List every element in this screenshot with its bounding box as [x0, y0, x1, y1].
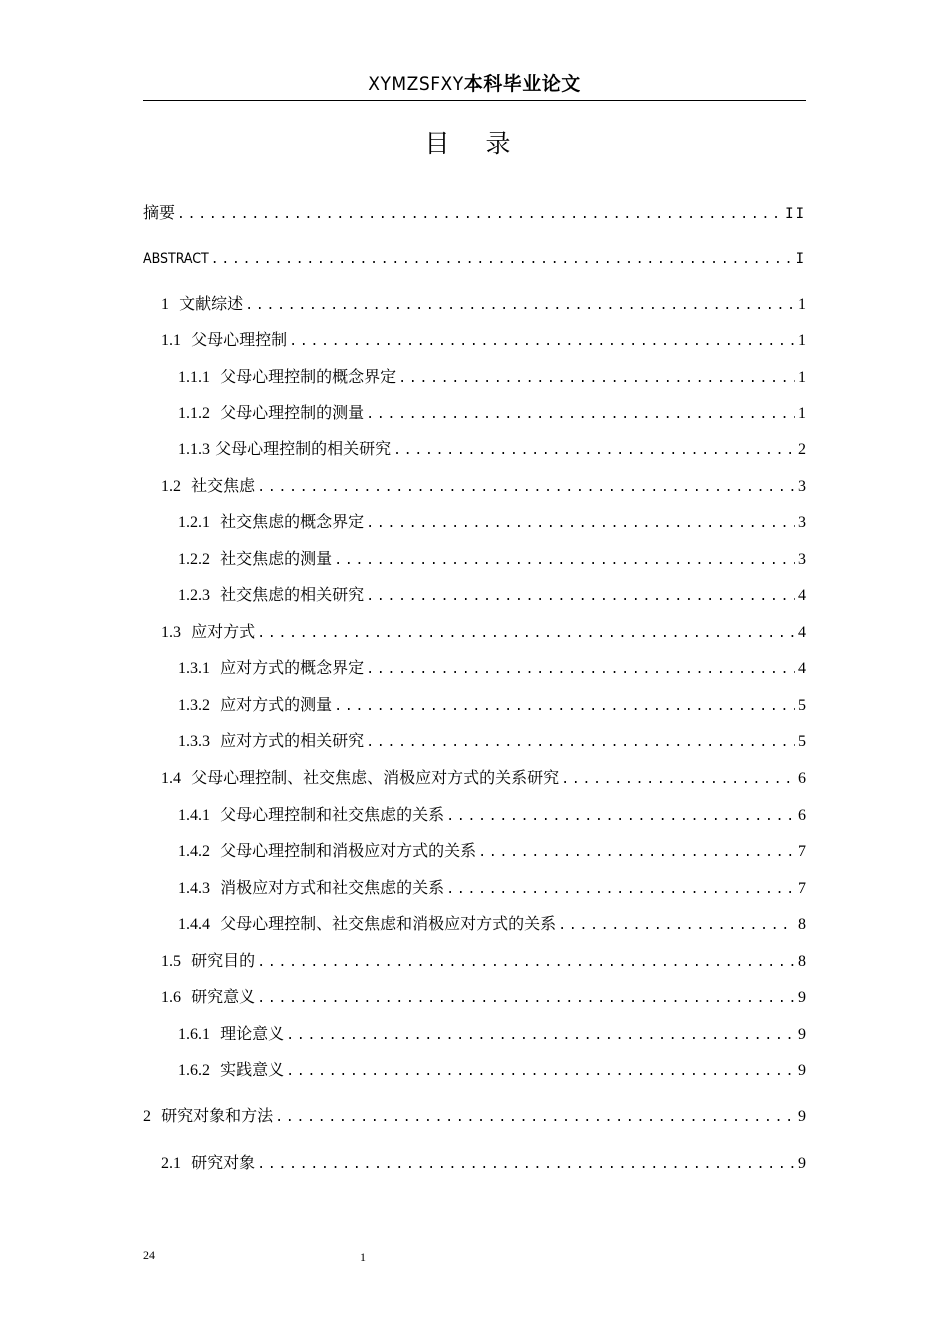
toc-entry-text: 父母心理控制	[191, 330, 288, 349]
toc-entry-page: 5	[798, 697, 806, 714]
toc-entry[interactable]	[143, 292, 806, 316]
footer-left-number: 24	[143, 1248, 155, 1262]
toc-dot-leader	[257, 987, 795, 1011]
toc-entry-page: 5	[798, 733, 806, 750]
toc-entry-label	[161, 328, 287, 353]
toc-entry-text: 消极应对方式和社交焦虑的关系	[220, 878, 445, 897]
toc-dot-leader	[393, 439, 795, 463]
toc-dot-leader	[366, 731, 795, 755]
toc-entry[interactable]	[143, 401, 806, 425]
toc-entry-label	[178, 1058, 284, 1083]
toc-entry-label	[161, 620, 255, 645]
toc-entry-text: 应对方式	[191, 622, 256, 641]
toc-entry-page: 9	[798, 1026, 806, 1043]
toc-entry-number: 1.5	[161, 953, 181, 970]
toc-entry-number: 1.3	[161, 624, 181, 641]
footer-page-number: 1	[360, 1250, 366, 1264]
toc-entry-label	[178, 693, 332, 718]
toc-entry[interactable]	[143, 839, 806, 863]
toc-entry[interactable]	[143, 1058, 806, 1082]
toc-entry-page: 8	[798, 916, 806, 933]
header-title	[368, 73, 580, 95]
toc-dot-leader	[275, 1106, 795, 1130]
toc-dot-leader	[286, 1060, 795, 1084]
toc-entry-label	[178, 583, 364, 608]
toc-entry[interactable]	[143, 620, 806, 644]
toc-entry-number: 1.1	[161, 332, 181, 349]
toc-entry[interactable]	[143, 246, 806, 270]
toc-entry-page: 9	[798, 1155, 806, 1172]
toc-entry-text: 父母心理控制和消极应对方式的关系	[220, 841, 477, 860]
toc-entry-number: 1.6.2	[178, 1062, 210, 1079]
toc-entry[interactable]	[143, 876, 806, 900]
toc-entry-number: 1.6.1	[178, 1026, 210, 1043]
toc-entry-page: 8	[798, 953, 806, 970]
toc-entry-page: 4	[798, 624, 806, 641]
toc-entry-page: 1	[798, 369, 806, 386]
toc-entry-label	[178, 547, 332, 572]
toc-entry[interactable]	[143, 729, 806, 753]
toc-dot-leader	[334, 695, 795, 719]
toc-dot-leader	[478, 841, 795, 865]
toc-entry[interactable]	[143, 766, 806, 790]
toc-entry-label	[178, 365, 396, 390]
toc-entry-label	[178, 839, 476, 864]
toc-entry-label	[178, 729, 364, 754]
toc-entry-text: 研究意义	[191, 987, 256, 1006]
toc-entry-label	[178, 510, 364, 535]
toc-entry-page: 4	[798, 660, 806, 677]
toc-entry-text: 父母心理控制、社交焦虑、消极应对方式的关系研究	[191, 768, 560, 787]
toc-entry[interactable]	[143, 547, 806, 571]
toc-entry-text: 父母心理控制的测量	[220, 403, 365, 422]
toc-entry-label	[143, 201, 175, 225]
toc-entry-label	[178, 1022, 284, 1047]
toc-entry-label	[178, 437, 391, 462]
toc-entry-page: II	[785, 206, 806, 222]
toc-dot-leader	[257, 951, 795, 975]
toc-dot-leader	[257, 1153, 795, 1177]
toc-entry-number: 1.3.2	[178, 697, 210, 714]
toc-entry[interactable]	[143, 656, 806, 680]
toc-entry-text: ABSTRACT	[143, 251, 209, 267]
toc-dot-leader	[334, 549, 795, 573]
toc-entry-text: 社交焦虑的概念界定	[220, 512, 365, 531]
toc-dot-leader	[398, 367, 795, 391]
toc-entry-page: 3	[798, 478, 806, 495]
toc-entry-text: 研究对象	[191, 1153, 256, 1172]
toc-dot-leader	[558, 914, 795, 938]
toc-dot-leader	[446, 878, 795, 902]
toc-entry-number: 2	[143, 1108, 151, 1125]
toc-entry[interactable]	[143, 1151, 806, 1175]
toc-entry-text: 父母心理控制、社交焦虑和消极应对方式的关系	[220, 914, 557, 933]
toc-dot-leader	[257, 622, 795, 646]
toc-dot-leader	[561, 768, 795, 792]
toc-entry-page: 6	[798, 770, 806, 787]
toc-entry-number: 1.2.1	[178, 514, 210, 531]
toc-entry-text: 父母心理控制的概念界定	[220, 367, 397, 386]
toc-entry-page: I	[795, 251, 806, 267]
toc-entry-page: 9	[798, 1062, 806, 1079]
toc-entry-number: 1.2	[161, 478, 181, 495]
toc-entry-label	[178, 656, 364, 681]
toc-dot-leader	[177, 203, 782, 227]
toc-entry[interactable]	[143, 583, 806, 607]
toc-entry[interactable]	[143, 985, 806, 1009]
toc-dot-leader	[211, 248, 793, 272]
toc-dot-leader	[366, 658, 795, 682]
toc-entry-page: 9	[798, 989, 806, 1006]
toc-entry-number: 1.1.2	[178, 405, 210, 422]
toc-entry[interactable]	[143, 474, 806, 498]
toc-entry-number: 1.3.1	[178, 660, 210, 677]
toc-entry-number: 1.4.4	[178, 916, 210, 933]
page-header	[143, 70, 806, 101]
toc-entry-page: 3	[798, 551, 806, 568]
toc-entry-label	[178, 876, 444, 901]
toc-dot-leader	[366, 512, 795, 536]
toc-entry[interactable]	[143, 510, 806, 534]
toc-entry[interactable]	[143, 328, 806, 352]
toc-entry[interactable]	[143, 365, 806, 389]
toc-entry-text: 父母心理控制和社交焦虑的关系	[220, 805, 445, 824]
toc-entry[interactable]	[143, 693, 806, 717]
toc-entry[interactable]	[143, 1022, 806, 1046]
toc-entry-number: 1.1.1	[178, 369, 210, 386]
toc-dot-leader	[245, 294, 795, 318]
toc-entry-number: 1.1.3	[178, 441, 210, 458]
toc-entry-number: 1.4.1	[178, 807, 210, 824]
toc-entry-text: 实践意义	[220, 1060, 285, 1079]
toc-entry-page: 9	[798, 1108, 806, 1125]
toc-entry-label	[161, 985, 255, 1010]
toc-entry-label	[143, 1104, 273, 1129]
toc-entry-text: 应对方式的概念界定	[220, 658, 365, 677]
toc-entry-page: 3	[798, 514, 806, 531]
toc-entry-text: 应对方式的相关研究	[220, 731, 365, 750]
toc-entry-text: 社交焦虑	[191, 476, 256, 495]
toc-title: 目 录	[424, 129, 525, 158]
toc-dot-leader	[366, 585, 795, 609]
toc-entry-page: 6	[798, 807, 806, 824]
toc-entry-number: 1.3.3	[178, 733, 210, 750]
toc-entry-label	[161, 474, 255, 499]
toc-entry-number: 1.2.2	[178, 551, 210, 568]
toc-entry-label	[161, 1151, 255, 1176]
toc-entry-text: 文献综述	[179, 294, 244, 313]
toc-entry-label	[178, 401, 364, 426]
toc-entry-label	[161, 292, 243, 317]
toc-entry-label	[178, 912, 556, 937]
toc-entry[interactable]	[143, 201, 806, 225]
toc-entry-text: 摘要	[143, 203, 176, 222]
toc-entry-label	[178, 803, 444, 828]
toc-entry[interactable]	[143, 912, 806, 936]
toc-entry-label	[161, 949, 255, 974]
toc-entry-page: 7	[798, 880, 806, 897]
header-title-cn: 本科毕业论文	[463, 73, 581, 95]
toc-entry-text: 父母心理控制的相关研究	[215, 439, 392, 458]
toc-entry-page: 2	[798, 441, 806, 458]
toc-entry[interactable]	[143, 949, 806, 973]
toc-entry-text: 社交焦虑的相关研究	[220, 585, 365, 604]
toc-entry-label	[161, 766, 559, 791]
toc-entry-page: 7	[798, 843, 806, 860]
toc-entry-number: 1.4	[161, 770, 181, 787]
toc-entry[interactable]	[143, 437, 806, 461]
toc-entry-number: 2.1	[161, 1155, 181, 1172]
toc-entry[interactable]	[143, 1104, 806, 1128]
toc-dot-leader	[257, 476, 795, 500]
toc-entry-number: 1.2.3	[178, 587, 210, 604]
toc-entry-number: 1.4.2	[178, 843, 210, 860]
toc-entry-label	[143, 246, 209, 271]
toc-dot-leader	[366, 403, 795, 427]
toc-entry-number: 1.6	[161, 989, 181, 1006]
toc-entry-text: 研究目的	[191, 951, 256, 970]
toc-entry-page: 1	[798, 405, 806, 422]
toc-entry-page: 1	[798, 296, 806, 313]
toc-entry-text: 理论意义	[220, 1024, 285, 1043]
toc-entry-number: 1	[161, 296, 169, 313]
toc-dot-leader	[286, 1024, 795, 1048]
toc-entry-text: 社交焦虑的测量	[220, 549, 333, 568]
toc-entry-page: 4	[798, 587, 806, 604]
toc-entry-page: 1	[798, 332, 806, 349]
toc-entry-text: 应对方式的测量	[220, 695, 333, 714]
toc-entry-text: 研究对象和方法	[161, 1106, 274, 1125]
header-title-latin: XYMZSFXY	[368, 73, 464, 95]
toc-dot-leader	[446, 805, 795, 829]
toc-entry[interactable]	[143, 803, 806, 827]
toc-entry-number: 1.4.3	[178, 880, 210, 897]
toc-dot-leader	[289, 330, 795, 354]
